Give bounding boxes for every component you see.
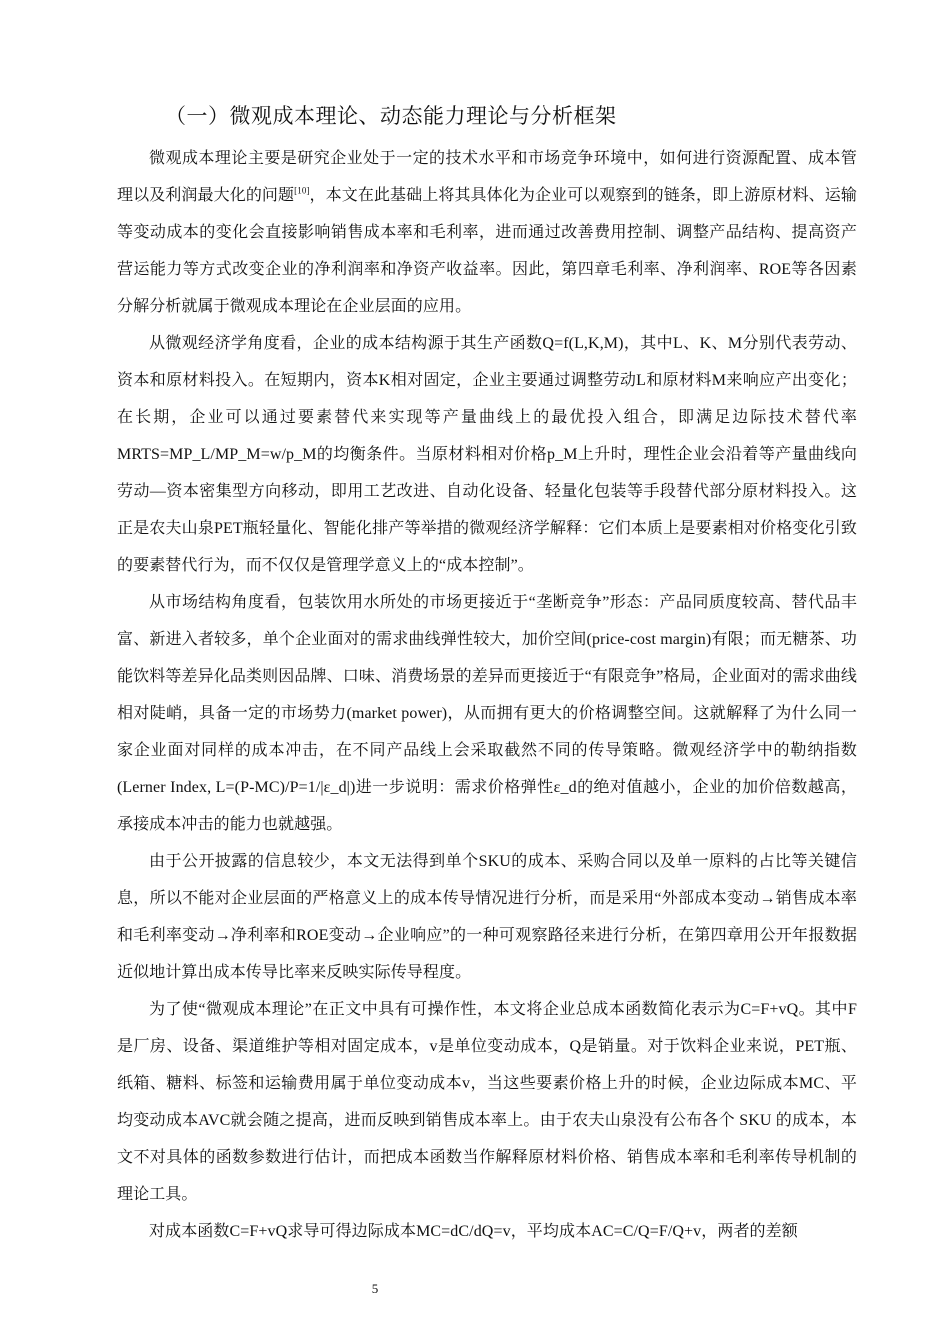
paragraph-4: 由于公开披露的信息较少，本文无法得到单个SKU的成本、采购合同以及单一原料的占比等关键信息，所以不能对企业层面的严格意义上的成本传导情况进行分析，而是采用“外部成本变动→销售成本率和毛利率变动→净利率和ROE变动→企业响应”的一种可观察路径来进行分析，在第四章用公开年报数据近似地计算出成本传导比率来反映实际传导程度。: [117, 853, 857, 981]
paragraph-6: 对成本函数C=F+vQ求导可得边际成本MC=dC/dQ=v，平均成本AC=C/Q=F/Q+v，两者的差额: [149, 1223, 798, 1240]
body-text: [117, 140, 857, 1250]
page-number: 5: [371, 1281, 379, 1296]
paragraph-2: 从微观经济学角度看，企业的成本结构源于其生产函数Q=f(L,K,M)，其中L、K、M分别代表劳动、资本和原材料投入。在短期内，资本K相对固定，企业主要通过调整劳动L和原材料M来响应产出变化；在长期，企业可以通过要素替代来实现等产量曲线上的最优投入组合，即满足边际技术替代率MRTS=MP_L/MP_M=w/p_M的均衡条件。当原材料相对价格p_M上升时，理性企业会沿着等产量曲线向劳动—资本密集型方向移动，即用工艺改进、自动化设备、轻量化包装等手段替代部分原材料投入。这正是农夫山泉PET瓶轻量化、智能化排产等举措的微观经济学解释：它们本质上是要素相对价格变化引致的要素替代行为，而不仅仅是管理学意义上的“成本控制”。: [117, 335, 857, 574]
citation-ref: [10]: [294, 185, 310, 196]
paragraph-1: [117, 140, 857, 325]
paragraph-5: 为了使“微观成本理论”在正文中具有可操作性，本文将企业总成本函数简化表示为C=F+vQ。其中F是厂房、设备、渠道维护等相对固定成本，v是单位变动成本，Q是销量。对于饮料企业来说，PET瓶、纸箱、糖料、标签和运输费用属于单位变动成本v，当这些要素价格上升的时候，企业边际成本MC、平均变动成本AVC就会随之提高，进而反映到销售成本率上。由于农夫山泉没有公布各个 SKU 的成本，本文不对具体的函数参数进行估计，而把成本函数当作解释原材料价格、销售成本率和毛利率传导机制的理论工具。: [117, 1001, 857, 1203]
paragraph-1-text-cont: ，本文在此基础上将其具体化为企业可以观察到的链条，即上游原材料、运输等变动成本的变化会直接影响销售成本率和毛利率，进而通过改善费用控制、调整产品结构、提高资产营运能力等方式改变企业的净利润率和净资产收益率。因此，第四章毛利率、净利润率、ROE等各因素分解分析就属于微观成本理论在企业层面的应用。: [117, 187, 857, 315]
paragraph-1-text: 微观成本理论主要是研究企业处于一定的技术水平和市场竞争环境中，如何进行资源配置、成本管理以及利润最大化的问题: [117, 150, 857, 204]
paragraph-3: 从市场结构角度看，包装饮用水所处的市场更接近于“垄断竞争”形态：产品同质度较高、替代品丰富、新进入者较多，单个企业面对的需求曲线弹性较大，加价空间(price-cost margin)有限；而无糖茶、功能饮料等差异化品类则因品牌、口味、消费场景的差异而更接近于“有限竞争”格局，企业面对的需求曲线相对陡峭，具备一定的市场势力(market power)，从而拥有更大的价格调整空间。这就解释了为什么同一家企业面对同样的成本冲击，在不同产品线上会采取截然不同的传导策略。微观经济学中的勒纳指数(Lerner Index, L=(P-MC)/P=1/|ε_d|)进一步说明：需求价格弹性ε_d的绝对值越小，企业的加价倍数越高，承接成本冲击的能力也就越强。: [117, 594, 857, 833]
section-heading: （一）微观成本理论、动态能力理论与分析框架: [165, 104, 617, 128]
